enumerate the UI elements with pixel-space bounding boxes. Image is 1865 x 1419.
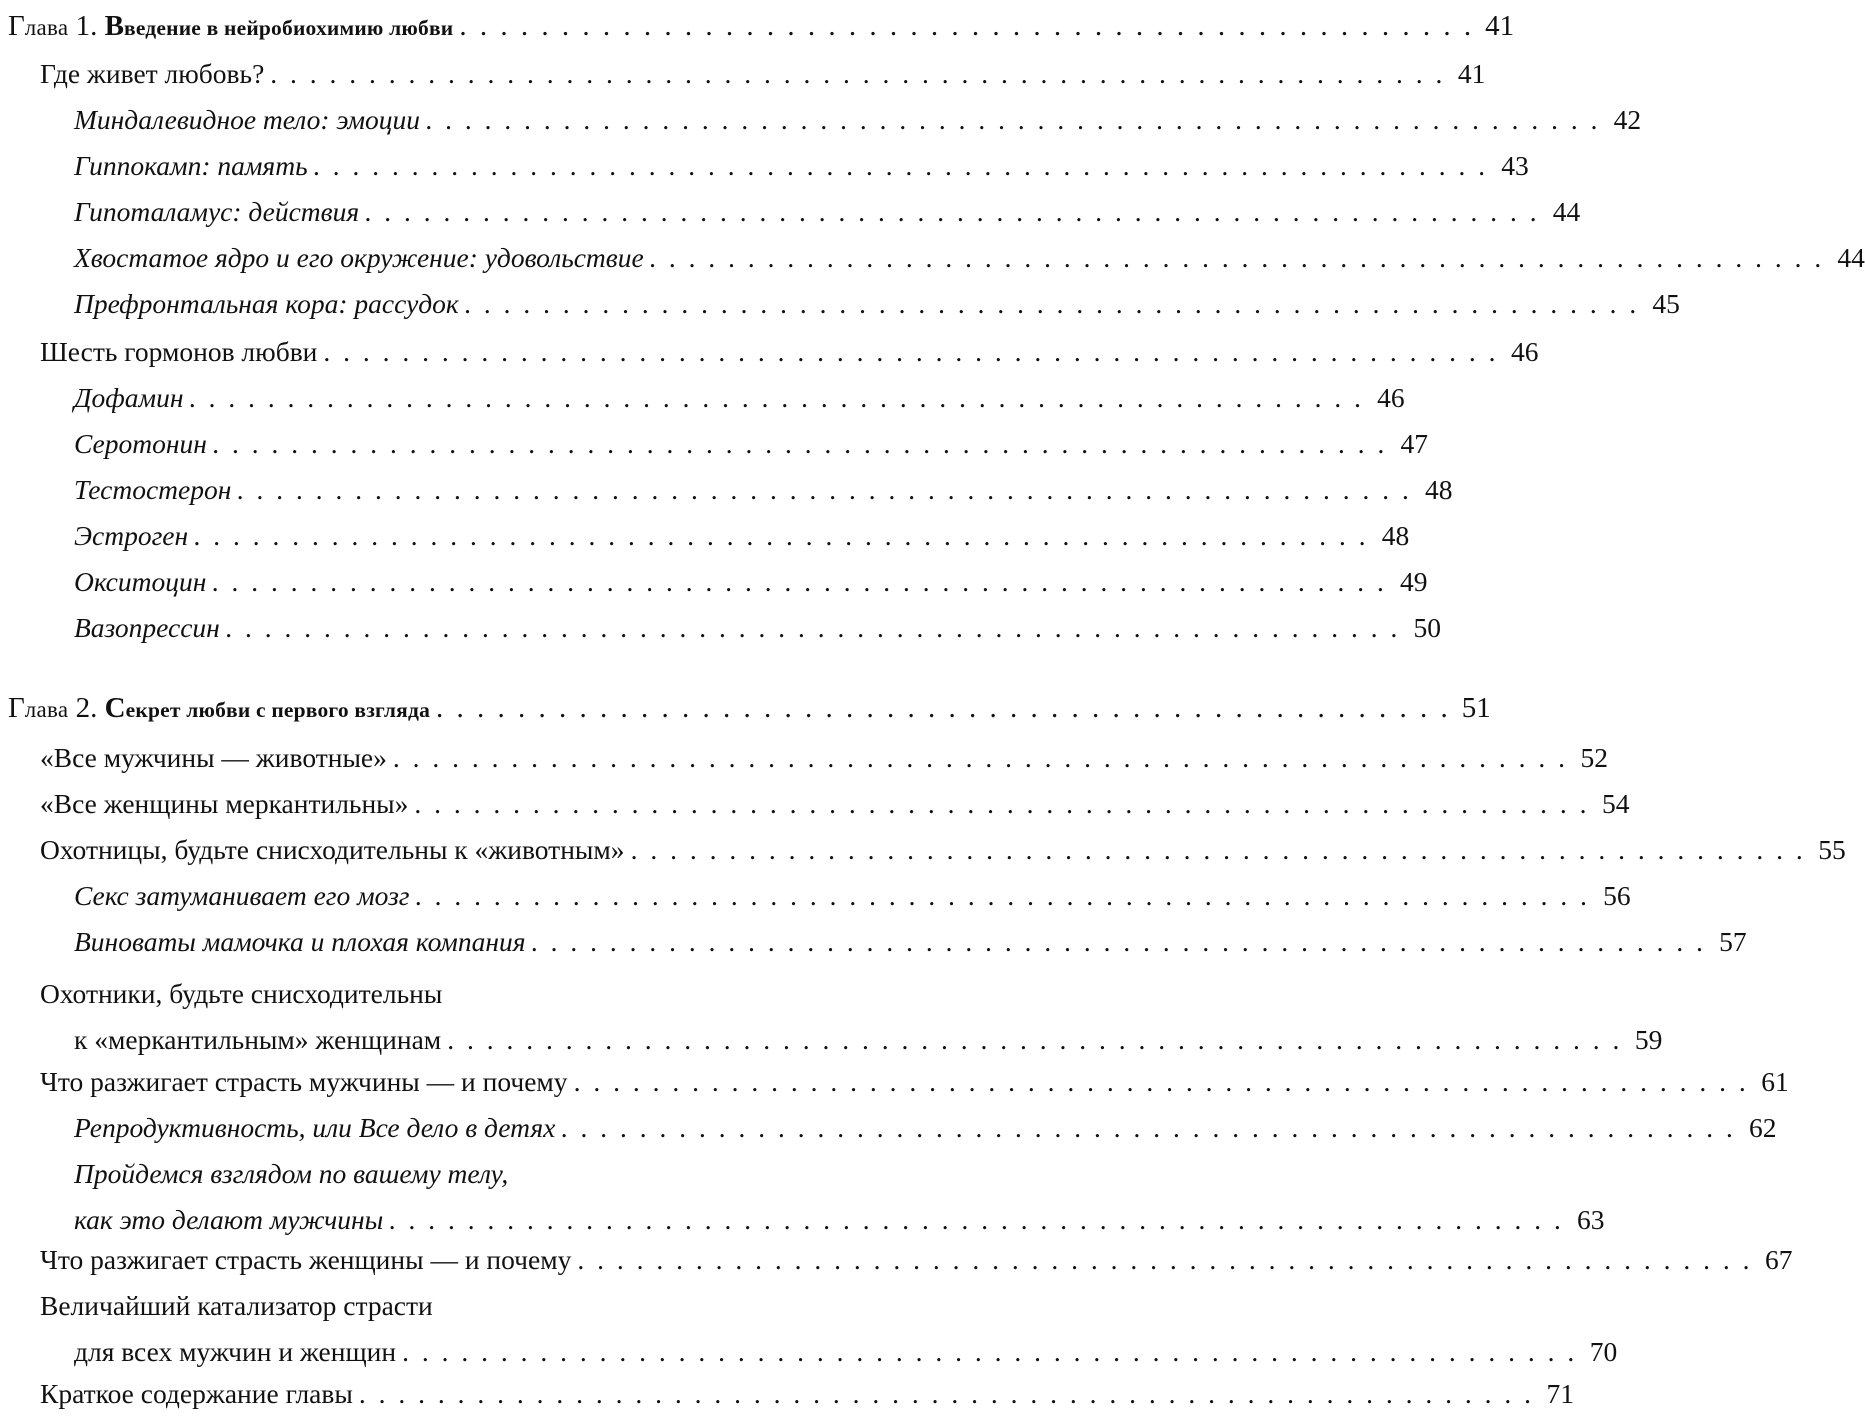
- toc-subentry[interactable]: [74, 880, 1631, 911]
- toc-entry[interactable]: [40, 834, 1846, 865]
- page-number: 61: [1761, 1066, 1789, 1097]
- page-number: 49: [1400, 566, 1428, 597]
- entry-title: Виноваты мамочка и плохая компания: [74, 926, 526, 957]
- toc-subentry[interactable]: [74, 566, 1428, 597]
- dot-leader: . . . . . . . . . . . . . . . . . . . . . . . . . . . . . . . . . . . . . . . . . . . . . . . . . . . . . . . . . . . .: [573, 1066, 1749, 1097]
- page-number: 45: [1652, 288, 1680, 319]
- toc-subentry[interactable]: [74, 520, 1410, 551]
- dot-leader: . . . . . . . . . . . . . . . . . . . . . . . . . . . . . . . . . . . . . . . . . . . . . . . . . . . . . . . . . . . .: [447, 1023, 1623, 1055]
- page-number: 41: [1457, 58, 1486, 89]
- page-number: 50: [1413, 612, 1441, 643]
- entry-title: как это делают мужчины: [74, 1203, 384, 1235]
- dot-leader: . . . . . . . . . . . . . . . . . . . . . . . . . . . . . . . . . . . . . . . . . . . . . . . . . . . . . . . . . . . .: [415, 880, 1591, 911]
- entry-title: Миндалевидное тело: эмоции: [74, 104, 421, 135]
- chapter-heading[interactable]: [8, 10, 1515, 42]
- entry-title: Хвостатое ядро и его окружение: удовольствие: [74, 242, 644, 273]
- dot-leader: . . . . . . . . . . . . . . . . . . . . . . . . . . . . . . . . . . . . . . . . . . . . . . . . . .: [459, 10, 1475, 42]
- dot-leader: . . . . . . . . . . . . . . . . . . . . . . . . . . . . . . . . . . . . . . . . . . . . . . . . . . . . . . . . . . . .: [389, 1203, 1565, 1235]
- page-number: 48: [1381, 520, 1410, 551]
- dot-leader: . . . . . . . . . . . . . . . . . . . . . . . . . . . . . . . . . . . . . . . . . . . . . . . . . .: [436, 692, 1451, 724]
- page-number: 48: [1425, 474, 1453, 505]
- dot-leader: . . . . . . . . . . . . . . . . . . . . . . . . . . . . . . . . . . . . . . . . . . . . . . . . . . . . . . . . . . . .: [392, 742, 1569, 773]
- entry-title: Шесть гормонов любви: [40, 336, 318, 367]
- dot-leader: . . . . . . . . . . . . . . . . . . . . . . . . . . . . . . . . . . . . . . . . . . . . . . . . . . . . . . . . . . . .: [402, 1335, 1578, 1367]
- entry-title: «Все мужчины — животные»: [40, 742, 387, 773]
- entry-title: к «меркантильным» женщинам: [74, 1023, 442, 1055]
- page-number: 55: [1818, 834, 1846, 865]
- entry-title: Что разжигает страсть женщины — и почему: [40, 1244, 572, 1275]
- page-number: 41: [1485, 10, 1515, 42]
- dot-leader: . . . . . . . . . . . . . . . . . . . . . . . . . . . . . . . . . . . . . . . . . . . . . . . . . . . . . . . . . . . .: [189, 382, 1365, 413]
- toc-subentry[interactable]: [74, 926, 1747, 957]
- page-number: 56: [1603, 880, 1631, 911]
- entry-title-line1: Охотники, будьте снисходительны: [40, 978, 443, 1009]
- toc-entry[interactable]: [40, 1378, 1574, 1409]
- toc-entry[interactable]: [40, 742, 1609, 773]
- toc-entry[interactable]: [40, 336, 1539, 367]
- toc-subentry[interactable]: [74, 150, 1529, 181]
- entry-title: Префронтальная кора: рассудок: [74, 288, 459, 319]
- entry-title: Гипоталамус: действия: [74, 196, 360, 227]
- page-number: 57: [1719, 926, 1747, 957]
- page-number: 63: [1576, 1203, 1605, 1235]
- page-number: 44: [1837, 242, 1865, 273]
- toc-subentry[interactable]: [74, 428, 1429, 459]
- toc-subentry[interactable]: [74, 104, 1642, 135]
- entry-title: Вазопрессин: [74, 612, 220, 643]
- toc-subentry[interactable]: [74, 382, 1405, 413]
- page-number: 59: [1634, 1023, 1663, 1055]
- dot-leader: . . . . . . . . . . . . . . . . . . . . . . . . . . . . . . . . . . . . . . . . . . . . . . . . . . . . . . . . . . . .: [365, 196, 1541, 227]
- entry-title: Окситоцин: [74, 566, 207, 597]
- toc-subentry[interactable]: [74, 1158, 1605, 1235]
- page-number: 70: [1589, 1335, 1618, 1367]
- entry-title-line1: Величайший катализатор страсти: [40, 1290, 433, 1321]
- page-number: 62: [1748, 1112, 1777, 1143]
- entry-title: «Все женщины меркантильны»: [40, 788, 409, 819]
- toc-subentry[interactable]: [74, 242, 1865, 273]
- entry-title-line1: Пройдемся взглядом по вашему телу,: [74, 1158, 509, 1189]
- entry-title: Гиппокамп: память: [74, 150, 308, 181]
- page-number: 46: [1377, 382, 1405, 413]
- entry-title: Тестостерон: [74, 474, 232, 505]
- entry-title: Эстроген: [74, 520, 189, 551]
- dot-leader: . . . . . . . . . . . . . . . . . . . . . . . . . . . . . . . . . . . . . . . . . . . . . . . . . . . . . . . . . . . .: [225, 612, 1401, 643]
- toc-entry[interactable]: [40, 58, 1486, 89]
- toc-entry[interactable]: [40, 1066, 1789, 1097]
- page-number: 47: [1400, 428, 1429, 459]
- toc-subentry[interactable]: [74, 612, 1441, 643]
- entry-title: Краткое содержание главы: [40, 1378, 353, 1409]
- entry-title: Охотницы, будьте снисходительны к «животным»: [40, 834, 625, 865]
- page-number: 42: [1613, 104, 1642, 135]
- entry-title: Дофамин: [74, 382, 184, 413]
- dot-leader: . . . . . . . . . . . . . . . . . . . . . . . . . . . . . . . . . . . . . . . . . . . . . . . . . . . . . . . . . . . .: [194, 520, 1370, 551]
- chapter-title: Глава 2. Секрет любви с первого взгляда: [8, 692, 431, 724]
- page-number: 44: [1552, 196, 1581, 227]
- toc-subentry[interactable]: [74, 196, 1581, 227]
- dot-leader: . . . . . . . . . . . . . . . . . . . . . . . . . . . . . . . . . . . . . . . . . . . . . . . . . . . . . . . . . . . .: [464, 288, 1640, 319]
- page-number: 54: [1602, 788, 1630, 819]
- page-number: 51: [1461, 692, 1491, 724]
- entry-title: Что разжигает страсть мужчины — и почему: [40, 1066, 568, 1097]
- entry-title: для всех мужчин и женщин: [74, 1335, 397, 1367]
- dot-leader: . . . . . . . . . . . . . . . . . . . . . . . . . . . . . . . . . . . . . . . . . . . . . . . . . . . . . . . . . . . .: [577, 1244, 1753, 1275]
- dot-leader: . . . . . . . . . . . . . . . . . . . . . . . . . . . . . . . . . . . . . . . . . . . . . . . . . . . . . . . . . . . .: [323, 336, 1499, 367]
- dot-leader: . . . . . . . . . . . . . . . . . . . . . . . . . . . . . . . . . . . . . . . . . . . . . . . . . . . . . . . . . . . .: [270, 58, 1446, 89]
- dot-leader: . . . . . . . . . . . . . . . . . . . . . . . . . . . . . . . . . . . . . . . . . . . . . . . . . . . . . . . . . . . .: [313, 150, 1489, 181]
- page-number: 67: [1765, 1244, 1793, 1275]
- dot-leader: . . . . . . . . . . . . . . . . . . . . . . . . . . . . . . . . . . . . . . . . . . . . . . . . . . . . . . . . . . . .: [237, 474, 1413, 505]
- dot-leader: . . . . . . . . . . . . . . . . . . . . . . . . . . . . . . . . . . . . . . . . . . . . . . . . . . . . . . . . . . . .: [630, 834, 1806, 865]
- toc-entry[interactable]: [40, 1244, 1793, 1275]
- dot-leader: . . . . . . . . . . . . . . . . . . . . . . . . . . . . . . . . . . . . . . . . . . . . . . . . . . . . . . . . . . . .: [358, 1378, 1534, 1409]
- toc-entry[interactable]: [40, 978, 1663, 1055]
- toc-subentry[interactable]: [74, 1112, 1777, 1143]
- dot-leader: . . . . . . . . . . . . . . . . . . . . . . . . . . . . . . . . . . . . . . . . . . . . . . . . . . . . . . . . . . . .: [426, 104, 1602, 135]
- page-number: 71: [1546, 1378, 1574, 1409]
- entry-title: Серотонин: [74, 428, 207, 459]
- page-number: 52: [1580, 742, 1609, 773]
- dot-leader: . . . . . . . . . . . . . . . . . . . . . . . . . . . . . . . . . . . . . . . . . . . . . . . . . . . . . . . . . . . .: [649, 242, 1825, 273]
- dot-leader: . . . . . . . . . . . . . . . . . . . . . . . . . . . . . . . . . . . . . . . . . . . . . . . . . . . . . . . . . . . .: [414, 788, 1590, 819]
- dot-leader: . . . . . . . . . . . . . . . . . . . . . . . . . . . . . . . . . . . . . . . . . . . . . . . . . . . . . . . . . . . .: [212, 566, 1388, 597]
- toc-subentry[interactable]: [74, 474, 1453, 505]
- entry-title: Секс затуманивает его мозг: [74, 880, 410, 911]
- chapter-heading[interactable]: [8, 692, 1491, 724]
- dot-leader: . . . . . . . . . . . . . . . . . . . . . . . . . . . . . . . . . . . . . . . . . . . . . . . . . . . . . . . . . . . .: [561, 1112, 1737, 1143]
- entry-title: Где живет любовь?: [40, 58, 265, 89]
- page-number: 46: [1511, 336, 1539, 367]
- toc-subentry[interactable]: [74, 288, 1680, 319]
- page-number: 43: [1501, 150, 1529, 181]
- dot-leader: . . . . . . . . . . . . . . . . . . . . . . . . . . . . . . . . . . . . . . . . . . . . . . . . . . . . . . . . . . . .: [531, 926, 1707, 957]
- toc-entry[interactable]: [40, 788, 1630, 819]
- toc-entry[interactable]: [40, 1290, 1618, 1367]
- chapter-title: Глава 1. Введение в нейробиохимию любви: [8, 10, 454, 42]
- entry-title: Репродуктивность, или Все дело в детях: [74, 1112, 556, 1143]
- dot-leader: . . . . . . . . . . . . . . . . . . . . . . . . . . . . . . . . . . . . . . . . . . . . . . . . . . . . . . . . . . . .: [212, 428, 1389, 459]
